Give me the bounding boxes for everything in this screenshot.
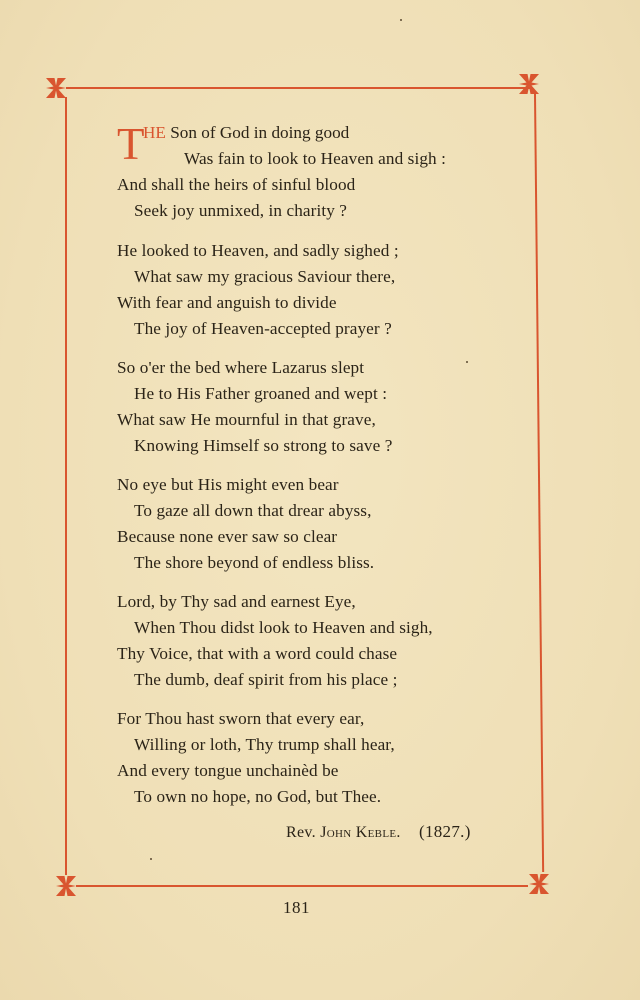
poem-line: And shall the heirs of sinful blood xyxy=(117,175,356,194)
poem-line: The dumb, deaf spirit from his place ; xyxy=(134,670,398,689)
poem-line: To own no hope, no God, but Thee. xyxy=(134,787,382,806)
poem-line: Willing or loth, Thy trump shall hear, xyxy=(134,735,395,754)
poem-line-placeholder xyxy=(117,120,537,146)
attribution-prefix: Rev. xyxy=(286,824,316,841)
poem-line: So o'er the bed where Lazarus slept xyxy=(117,358,365,377)
author-name: John Keble. xyxy=(320,824,401,841)
scan-speck xyxy=(466,361,468,363)
poem-line: Thy Voice, that with a word could chase xyxy=(117,644,398,663)
stanza-2 xyxy=(117,238,537,342)
poem-line: The joy of Heaven-accepted prayer ? xyxy=(134,319,392,338)
first-line-red-caps: HE xyxy=(143,123,166,142)
stanza-4 xyxy=(117,472,537,576)
drop-cap: T xyxy=(117,119,145,169)
poem-line: Was fain to look to Heaven and sigh : xyxy=(184,149,446,168)
poem-line: For Thou hast sworn that every ear, xyxy=(117,709,365,728)
attribution xyxy=(286,819,471,846)
stanza-5 xyxy=(117,589,537,693)
cross-pattee-icon xyxy=(45,77,67,99)
poem-body xyxy=(117,120,537,823)
stanza-1 xyxy=(117,120,537,224)
page-number: 181 xyxy=(283,898,310,917)
cross-pattee-icon xyxy=(518,73,540,95)
border-left-rule xyxy=(65,97,67,875)
stanza-3 xyxy=(117,355,537,459)
poem-line: What saw He mournful in that grave, xyxy=(117,410,376,429)
border-bottom-rule xyxy=(76,885,528,887)
scan-speck xyxy=(400,19,402,21)
attribution-year: (1827.) xyxy=(418,822,471,841)
poem-line: And every tongue unchainèd be xyxy=(117,761,339,780)
cross-pattee-icon xyxy=(55,875,77,897)
stanza-6 xyxy=(117,706,537,810)
poem-line: Seek joy unmixed, in charity ? xyxy=(134,201,348,220)
poem-line: With fear and anguish to divide xyxy=(117,293,337,312)
poem-line: To gaze all down that drear abyss, xyxy=(134,501,372,520)
poem-line: He looked to Heaven, and sadly sighed ; xyxy=(117,241,399,260)
first-line-text: Son of God in doing good xyxy=(165,123,350,142)
poem-line: The shore beyond of endless bliss. xyxy=(134,553,375,572)
poem-line: No eye but His might even bear xyxy=(117,475,339,494)
border-top-rule xyxy=(66,87,530,89)
poem-line: What saw my gracious Saviour there, xyxy=(134,267,396,286)
cross-pattee-icon xyxy=(528,873,550,895)
poem-line: Knowing Himself so strong to save ? xyxy=(134,436,393,455)
scan-speck xyxy=(150,858,152,860)
poem-line: Lord, by Thy sad and earnest Eye, xyxy=(117,592,356,611)
poem-line: When Thou didst look to Heaven and sigh, xyxy=(134,618,433,637)
poem-line: Because none ever saw so clear xyxy=(117,527,338,546)
poem-line: He to His Father groaned and wept : xyxy=(134,384,388,403)
